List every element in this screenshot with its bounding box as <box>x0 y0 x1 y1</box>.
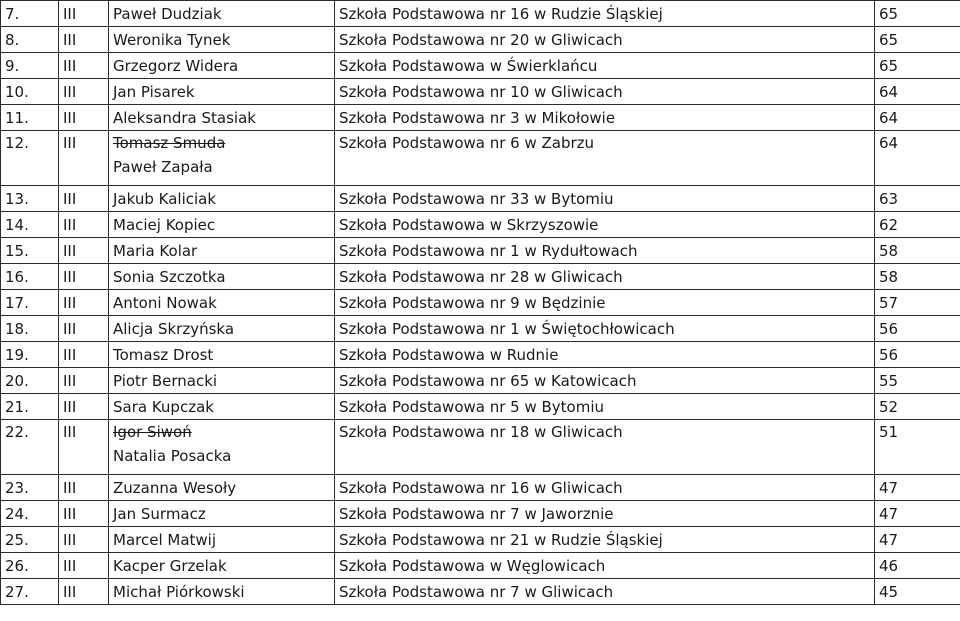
class-cell: III <box>59 394 109 420</box>
table-row <box>1 342 960 368</box>
replacement-name: Natalia Posacka <box>113 447 232 465</box>
class-cell: III <box>59 27 109 53</box>
class-cell: III <box>59 105 109 131</box>
rank-cell: 8. <box>1 27 59 53</box>
table-row <box>1 79 960 105</box>
class-cell: III <box>59 420 109 475</box>
struck-name: Tomasz Smuda <box>113 134 226 152</box>
score-cell: 64 <box>875 105 960 131</box>
student-name-cell: Maciej Kopiec <box>109 212 335 238</box>
class-cell: III <box>59 342 109 368</box>
rank-cell: 7. <box>1 1 59 27</box>
class-cell: III <box>59 527 109 553</box>
score-cell: 47 <box>875 527 960 553</box>
rank-cell: 21. <box>1 394 59 420</box>
school-cell: Szkoła Podstawowa nr 21 w Rudzie Śląskiej <box>335 527 875 553</box>
school-cell: Szkoła Podstawowa nr 65 w Katowicach <box>335 368 875 394</box>
table-row <box>1 316 960 342</box>
class-cell: III <box>59 131 109 186</box>
table-row <box>1 238 960 264</box>
class-cell: III <box>59 238 109 264</box>
student-name-cell: Piotr Bernacki <box>109 368 335 394</box>
score-cell: 58 <box>875 238 960 264</box>
table-row <box>1 394 960 420</box>
school-cell: Szkoła Podstawowa nr 7 w Gliwicach <box>335 579 875 605</box>
table-row <box>1 186 960 212</box>
rank-cell: 11. <box>1 105 59 131</box>
rank-cell: 12. <box>1 131 59 186</box>
student-name-cell: Jan Surmacz <box>109 501 335 527</box>
student-name-cell: Paweł Dudziak <box>109 1 335 27</box>
table-row <box>1 527 960 553</box>
student-name-cell <box>109 420 335 475</box>
student-name-cell: Marcel Matwij <box>109 527 335 553</box>
school-cell: Szkoła Podstawowa nr 1 w Świętochłowicach <box>335 316 875 342</box>
score-cell: 46 <box>875 553 960 579</box>
class-cell: III <box>59 553 109 579</box>
table-row <box>1 501 960 527</box>
rank-cell: 10. <box>1 79 59 105</box>
score-cell: 56 <box>875 316 960 342</box>
score-cell: 45 <box>875 579 960 605</box>
rank-cell: 25. <box>1 527 59 553</box>
student-name-cell: Aleksandra Stasiak <box>109 105 335 131</box>
student-name-cell: Alicja Skrzyńska <box>109 316 335 342</box>
student-name-cell: Kacper Grzelak <box>109 553 335 579</box>
rank-cell: 22. <box>1 420 59 475</box>
school-cell: Szkoła Podstawowa nr 33 w Bytomiu <box>335 186 875 212</box>
class-cell: III <box>59 79 109 105</box>
table-row <box>1 290 960 316</box>
school-cell: Szkoła Podstawowa nr 20 w Gliwicach <box>335 27 875 53</box>
score-cell: 65 <box>875 53 960 79</box>
score-cell: 52 <box>875 394 960 420</box>
school-cell: Szkoła Podstawowa w Skrzyszowie <box>335 212 875 238</box>
class-cell: III <box>59 501 109 527</box>
rank-cell: 15. <box>1 238 59 264</box>
score-cell: 56 <box>875 342 960 368</box>
score-cell: 64 <box>875 131 960 186</box>
class-cell: III <box>59 475 109 501</box>
student-name-cell: Michał Piórkowski <box>109 579 335 605</box>
student-name-cell <box>109 131 335 186</box>
school-cell: Szkoła Podstawowa w Świerklańcu <box>335 53 875 79</box>
school-cell: Szkoła Podstawowa nr 5 w Bytomiu <box>335 394 875 420</box>
student-name-cell: Maria Kolar <box>109 238 335 264</box>
score-cell: 64 <box>875 79 960 105</box>
rank-cell: 19. <box>1 342 59 368</box>
rank-cell: 26. <box>1 553 59 579</box>
rank-cell: 13. <box>1 186 59 212</box>
table-row <box>1 131 960 186</box>
table-row <box>1 368 960 394</box>
class-cell: III <box>59 579 109 605</box>
student-name-cell: Jan Pisarek <box>109 79 335 105</box>
class-cell: III <box>59 264 109 290</box>
rank-cell: 24. <box>1 501 59 527</box>
score-cell: 63 <box>875 186 960 212</box>
school-cell: Szkoła Podstawowa nr 6 w Zabrzu <box>335 131 875 186</box>
student-name-cell: Tomasz Drost <box>109 342 335 368</box>
rank-cell: 18. <box>1 316 59 342</box>
score-cell: 65 <box>875 27 960 53</box>
rank-cell: 23. <box>1 475 59 501</box>
table-row <box>1 27 960 53</box>
table-row <box>1 420 960 475</box>
class-cell: III <box>59 1 109 27</box>
rank-cell: 27. <box>1 579 59 605</box>
school-cell: Szkoła Podstawowa nr 28 w Gliwicach <box>335 264 875 290</box>
school-cell: Szkoła Podstawowa nr 1 w Rydułtowach <box>335 238 875 264</box>
replacement-name: Paweł Zapała <box>113 158 213 176</box>
rank-cell: 14. <box>1 212 59 238</box>
table-row <box>1 105 960 131</box>
school-cell: Szkoła Podstawowa nr 9 w Będzinie <box>335 290 875 316</box>
student-name-cell: Grzegorz Widera <box>109 53 335 79</box>
school-cell: Szkoła Podstawowa nr 7 w Jaworznie <box>335 501 875 527</box>
rank-cell: 9. <box>1 53 59 79</box>
score-cell: 47 <box>875 475 960 501</box>
school-cell: Szkoła Podstawowa nr 18 w Gliwicach <box>335 420 875 475</box>
table-row <box>1 264 960 290</box>
class-cell: III <box>59 316 109 342</box>
class-cell: III <box>59 212 109 238</box>
rank-cell: 20. <box>1 368 59 394</box>
score-cell: 65 <box>875 1 960 27</box>
student-name-cell: Zuzanna Wesoły <box>109 475 335 501</box>
school-cell: Szkoła Podstawowa nr 3 w Mikołowie <box>335 105 875 131</box>
table-row <box>1 1 960 27</box>
school-cell: Szkoła Podstawowa nr 16 w Gliwicach <box>335 475 875 501</box>
table-row <box>1 475 960 501</box>
class-cell: III <box>59 290 109 316</box>
table-row <box>1 553 960 579</box>
score-cell: 57 <box>875 290 960 316</box>
school-cell: Szkoła Podstawowa w Węglowicach <box>335 553 875 579</box>
rank-cell: 16. <box>1 264 59 290</box>
score-cell: 58 <box>875 264 960 290</box>
score-cell: 55 <box>875 368 960 394</box>
school-cell: Szkoła Podstawowa nr 16 w Rudzie Śląskiej <box>335 1 875 27</box>
class-cell: III <box>59 186 109 212</box>
school-cell: Szkoła Podstawowa w Rudnie <box>335 342 875 368</box>
student-name-cell: Antoni Nowak <box>109 290 335 316</box>
struck-name: Igor Siwoń <box>113 423 192 441</box>
score-cell: 51 <box>875 420 960 475</box>
student-name-cell: Sara Kupczak <box>109 394 335 420</box>
score-cell: 62 <box>875 212 960 238</box>
class-cell: III <box>59 368 109 394</box>
table-row <box>1 579 960 605</box>
table-row <box>1 53 960 79</box>
school-cell: Szkoła Podstawowa nr 10 w Gliwicach <box>335 79 875 105</box>
table-row <box>1 212 960 238</box>
score-cell: 47 <box>875 501 960 527</box>
class-cell: III <box>59 53 109 79</box>
student-name-cell: Jakub Kaliciak <box>109 186 335 212</box>
rank-cell: 17. <box>1 290 59 316</box>
results-table-body <box>1 1 960 605</box>
student-name-cell: Weronika Tynek <box>109 27 335 53</box>
student-name-cell: Sonia Szczotka <box>109 264 335 290</box>
